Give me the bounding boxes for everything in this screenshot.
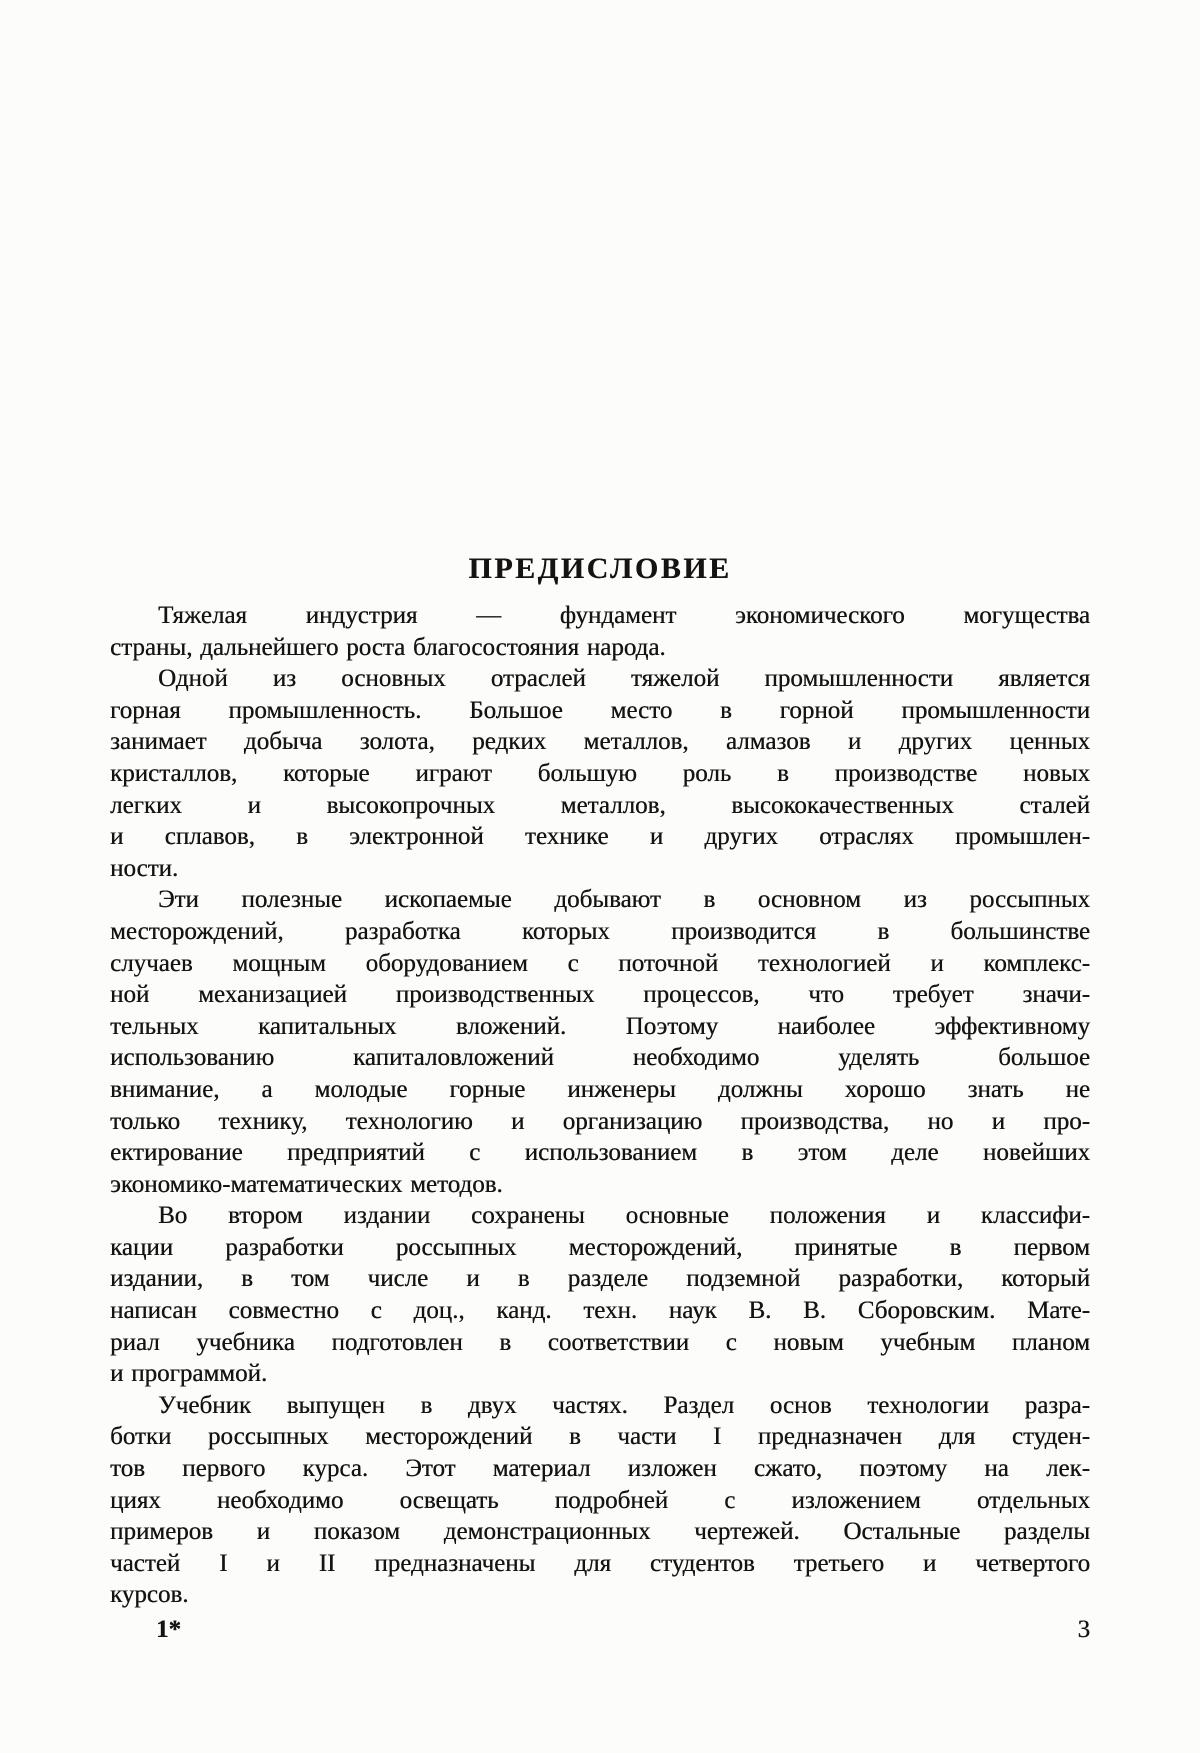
text-line: тельных капитальных вложений. Поэтому наиболее эффективному	[110, 1012, 1090, 1040]
text-line: Одной из основных отраслей тяжелой промышленности является	[158, 665, 1090, 693]
paragraph	[110, 600, 1090, 663]
text-line: страны, дальнейшего роста благосостояния народа.	[110, 633, 666, 661]
text-line: внимание, а молодые горные инженеры должны хорошо знать не	[110, 1075, 1090, 1103]
text-block	[110, 600, 1090, 1611]
paragraph	[110, 1390, 1090, 1611]
text-line: и сплавов, в электронной технике и других отраслях промышлен-	[110, 823, 1090, 851]
text-line: Учебник выпущен в двух частях. Раздел основ технологии разра-	[158, 1391, 1090, 1419]
text-line: Тяжелая индустрия — фундамент экономического могущества	[158, 602, 1090, 629]
paragraph	[110, 1200, 1090, 1390]
text-line: ектирование предприятий с использованием в этом деле новейших	[110, 1139, 1090, 1167]
text-line: кации разработки россыпных месторождений, принятые в первом	[110, 1233, 1090, 1261]
page-title: ПРЕДИСЛОВИЕ	[468, 552, 732, 586]
paragraph	[110, 884, 1090, 1200]
text-line: курсов.	[110, 1581, 189, 1609]
text-line: месторождений, разработка которых производится в большинстве	[110, 917, 1090, 945]
text-line: циях необходимо освещать подробней с изложением отдельных	[110, 1486, 1090, 1514]
text-line: случаев мощным оборудованием с поточной технологией и комплекс-	[110, 949, 1090, 977]
text-line: экономико-математических методов.	[110, 1170, 503, 1198]
text-line: легких и высокопрочных металлов, высококачественных сталей	[110, 791, 1090, 819]
text-line: ности.	[110, 854, 179, 882]
text-line: ной механизацией производственных процессов, что требует значи-	[110, 981, 1090, 1009]
text-line: горная промышленность. Большое место в горной промышленности	[110, 696, 1090, 724]
text-line: издании, в том числе и в разделе подземной разработки, который	[110, 1265, 1090, 1293]
text-line: кристаллов, которые играют большую роль в производстве новых	[110, 759, 1090, 787]
page-number: 3	[1077, 1616, 1090, 1643]
text-line: Эти полезные ископаемые добывают в основном из россыпных	[158, 886, 1090, 914]
text-line: Во втором издании сохранены основные положения и классифи-	[158, 1202, 1090, 1230]
text-line: тов первого курса. Этот материал изложен сжато, поэтому на лек-	[110, 1455, 1090, 1483]
text-line: написан совместно с доц., канд. техн. наук В. В. Сборовским. Мате-	[110, 1297, 1090, 1325]
text-line: частей I и II предназначены для студентов третьего и четвертого	[110, 1549, 1090, 1577]
text-line: риал учебника подготовлен в соответствии с новым учебным планом	[110, 1328, 1090, 1356]
text-line: ботки россыпных месторождений в части I предназначен для студен-	[110, 1423, 1090, 1451]
signature-mark: 1*	[156, 1616, 181, 1643]
text-line: только технику, технологию и организацию производства, но и про-	[110, 1107, 1090, 1135]
text-line: занимает добыча золота, редких металлов, алмазов и других ценных	[110, 728, 1090, 756]
text-line: использованию капиталовложений необходимо уделять большое	[110, 1044, 1090, 1072]
paragraph	[110, 663, 1090, 884]
page-footer	[110, 1616, 1090, 1644]
text-line: примеров и показом демонстрационных чертежей. Остальные разделы	[110, 1518, 1090, 1546]
text-line: и программой.	[110, 1360, 268, 1388]
